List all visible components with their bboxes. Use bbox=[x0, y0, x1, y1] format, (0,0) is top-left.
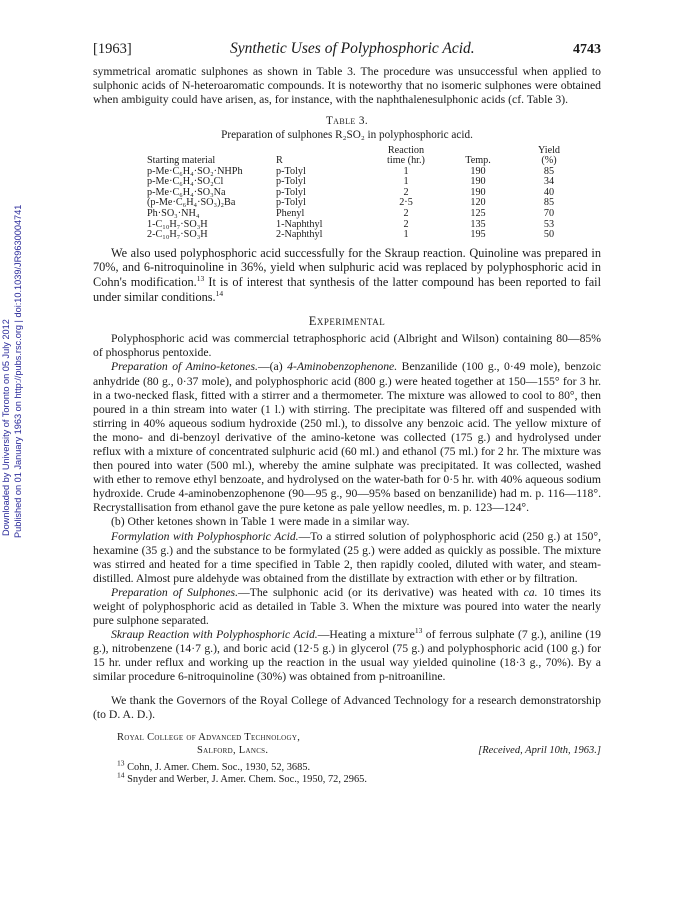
circa-abbrev: ca. bbox=[523, 585, 538, 599]
formylation-paragraph bbox=[93, 530, 601, 586]
cell-material: p-Me·C₆H₄·SO₃Na bbox=[147, 186, 226, 198]
cell-time: 2·5 bbox=[399, 197, 413, 209]
reference-item bbox=[117, 770, 601, 787]
header-page-number: 4743 bbox=[572, 42, 601, 57]
skraup-exp-paragraph bbox=[93, 628, 601, 684]
experimental-heading: Experimental bbox=[308, 314, 386, 329]
cell-time: 2 bbox=[403, 218, 409, 230]
cell-r: Phenyl bbox=[276, 208, 305, 220]
cell-r: p-Tolyl bbox=[276, 197, 306, 209]
acknowledgement: We thank the Governors of the Royal College of Advanced Technology for a research demonstratorship (to D. A. D.). bbox=[93, 693, 601, 721]
header-yield: Yield bbox=[537, 145, 561, 157]
sulphones-text-2: 10 times its weight of polyphosphoric acid as detailed in Table 3. When the mixture was poured into water the nearly pure sulphone separated. bbox=[93, 585, 601, 628]
received-date: [Received, April 10th, 1963.] bbox=[478, 744, 601, 756]
cell-yield: 50 bbox=[543, 229, 555, 241]
skraup-exp-text: —Heating a mixture bbox=[317, 628, 415, 642]
aminoketone-part-b: (b) Other ketones shown in Table 1 were made in a similar way. bbox=[111, 515, 410, 529]
affiliation-line-1: Royal College of Advanced Technology, bbox=[117, 731, 301, 743]
table-row bbox=[147, 198, 581, 209]
cell-temp: 190 bbox=[470, 186, 486, 198]
compound-name: 4-Aminobenzophenone. bbox=[287, 360, 398, 374]
header-time: time (hr.) bbox=[387, 155, 425, 167]
sulphones-text: —The sulphonic acid (or its derivative) was heated with bbox=[238, 585, 524, 599]
formylation-heading: Formylation with Polyphosphoric Acid. bbox=[111, 529, 299, 543]
sulphones-heading: Preparation of Sulphones. bbox=[111, 585, 239, 599]
ref-marker[interactable]: 14 bbox=[215, 288, 224, 298]
cell-yield: 85 bbox=[543, 165, 555, 177]
cell-material: 1-C₁₀H₇·SO₃H bbox=[147, 218, 208, 230]
cell-yield: 70 bbox=[543, 208, 555, 220]
ref-number: 13 bbox=[117, 758, 125, 768]
table-row bbox=[147, 230, 581, 241]
cell-temp: 125 bbox=[470, 208, 486, 220]
cell-temp: 190 bbox=[470, 165, 486, 177]
journal-page bbox=[93, 40, 601, 787]
cell-r: p-Tolyl bbox=[276, 186, 306, 198]
table-caption bbox=[93, 115, 601, 142]
aminoketone-heading: Preparation of Amino-ketones. bbox=[111, 360, 258, 374]
skraup-text: We also used polyphosphoric acid successfully for the Skraup reaction. Quinoline was prepared in 70%, and 6-nitroquinoline in 36%, yield when sulphuric acid was replaced by polyphosphoric acid in Cohn's modification. bbox=[93, 245, 601, 290]
ref-text: Snyder and Werber, J. Amer. Chem. Soc., 1950, 72, 2965. bbox=[127, 774, 367, 786]
cell-time: 2 bbox=[403, 186, 409, 198]
cell-r: 1-Naphthyl bbox=[276, 218, 323, 230]
cell-temp: 120 bbox=[470, 197, 486, 209]
published-notice[interactable]: Published on 01 January 1963 on http://pubs.rsc.org | doi:10.1039/JR9630004741 bbox=[13, 204, 23, 538]
cell-yield: 40 bbox=[543, 186, 555, 198]
cell-material: 2-C₁₀H₇·SO₃H bbox=[147, 229, 208, 241]
references bbox=[93, 758, 601, 787]
reference-item bbox=[117, 758, 601, 775]
part-a-label: —(a) bbox=[257, 360, 288, 374]
aminoketone-text: Benzanilide (100 g., 0·49 mole), benzoic anhydride (80 g., 0·37 mole), and polyphosphoric acid (800 g.) were heated together at 150—155° for 3 hr. in a two-necked flask, fitted with a stirrer and a thermometer. The mixture was allowed to cool to 80°, then poured in a thin stream into water (1 l.) with stirring. The precipitate was filtered off and suspended with stirring in 40% aqueous sodium hydroxide (250 ml.), to dissolve any benzoic acid. The yellow mixture of the mono- and di-benzoyl derivative of the amino-ketone was collected (175 g.) and hydrolysed under reflux with a mixture of concentrated sulphuric acid (60 ml.) and ethanol (75 ml.) for 2 hr. The mixture was then poured into water (500 ml.), whereby the amine sulphate was precipitated. It was collected, washed with ether to remove ethyl benzoate, and hydrolysed on the water-bath for 0·5 hr. with 40% aqueous sodium hydroxide. Crude 4-aminobenzophenone (90—95 g., 90—95% based on benzanilide) had m. p. 116—118°. Recrystallisation from ethanol gave the pure ketone as pale yellow needles, m. p. 123—124°. bbox=[93, 360, 601, 515]
header-year: [1963] bbox=[93, 41, 132, 57]
header-yield-unit: (%) bbox=[541, 155, 557, 167]
download-sidebar bbox=[0, 0, 26, 912]
skraup-paragraph bbox=[93, 246, 601, 304]
table-label: Table 3. bbox=[325, 115, 369, 128]
cell-yield: 85 bbox=[543, 197, 555, 209]
affiliation bbox=[93, 731, 601, 757]
running-header bbox=[93, 40, 601, 58]
ref-marker[interactable]: 13 bbox=[196, 273, 205, 283]
cell-material: p-Me·C₆H₄·SO₂Cl bbox=[147, 176, 224, 188]
cell-temp: 195 bbox=[470, 229, 486, 241]
intro-paragraph: symmetrical aromatic sulphones as shown in Table 3. The procedure was unsuccessful when applied to sulphonic acids of N-heteroaromatic compounds. It is noteworthy that no isomeric sulphones were obtained when ambiguity could have arisen, as, for instance, with the naphthalenesulphonic acids (cf. Table 3). bbox=[93, 65, 601, 107]
sulphones-table bbox=[147, 146, 581, 241]
header-r: R bbox=[276, 155, 283, 167]
aminoketone-paragraph bbox=[93, 360, 601, 515]
cell-time: 2 bbox=[403, 208, 409, 220]
skraup-text-2: It is of interest that synthesis of the latter compound has been reported to fail under similar conditions. bbox=[93, 275, 601, 304]
cell-r: p-Tolyl bbox=[276, 176, 306, 188]
ref-marker[interactable]: 13 bbox=[414, 626, 423, 636]
cell-time: 1 bbox=[403, 229, 409, 241]
ref-number: 14 bbox=[117, 770, 125, 780]
table-row bbox=[147, 220, 581, 231]
cell-yield: 34 bbox=[543, 176, 555, 188]
cell-temp: 135 bbox=[470, 218, 486, 230]
ref-text: Cohn, J. Amer. Chem. Soc., 1930, 52, 3685. bbox=[127, 761, 311, 773]
skraup-exp-heading: Skraup Reaction with Polyphosphoric Acid. bbox=[111, 628, 318, 642]
header-reaction: Reaction bbox=[387, 145, 425, 157]
skraup-exp-text-2: of ferrous sulphate (7 g.), aniline (19 g.), nitrobenzene (14·7 g.), and boric acid (12·5 g.) in glycerol (75 g.) and polyphosphoric acid (100 g.) for 15 hr. under reflux and working up the reaction in the usual way yielded quinoline (18·3 g., 70%). By a similar procedure 6-nitroquinoline (30%) was obtained from p-nitroaniline. bbox=[93, 628, 601, 684]
sulphones-paragraph bbox=[93, 586, 601, 628]
cell-material: p-Me·C₆H₄·SO₂·NHPh bbox=[147, 165, 243, 177]
cell-r: 2-Naphthyl bbox=[276, 229, 323, 241]
cell-r: p-Tolyl bbox=[276, 165, 306, 177]
header-title: Synthetic Uses of Polyphosphoric Acid. bbox=[230, 40, 475, 57]
cell-material: (p-Me·C₆H₄·SO₃)₂Ba bbox=[147, 197, 236, 209]
cell-material: Ph·SO₃·NH₄ bbox=[147, 208, 200, 220]
cell-temp: 190 bbox=[470, 176, 486, 188]
cell-time: 1 bbox=[403, 176, 409, 188]
header-temp: Temp. bbox=[465, 155, 491, 167]
affiliation-line-2: Salford, Lancs. bbox=[197, 744, 269, 756]
table-row bbox=[147, 209, 581, 220]
ppa-paragraph: Polyphosphoric acid was commercial tetraphosphoric acid (Albright and Wilson) containing 80—85% of phosphorus pentoxide. bbox=[93, 332, 601, 360]
table-title: Preparation of sulphones R₂SO₂ in polyphosphoric acid. bbox=[221, 128, 473, 141]
formylation-text: —To a stirred solution of polyphosphoric acid (250 g.) at 150°, hexamine (35 g.) and the substance to be formylated (25 g.) were added as quickly as possible. The mixture was stirred and heated for a time specified in Table 2, then rapidly cooled, diluted with water, and steam-distilled. Almost pure aldehyde was obtained from the distillate by extraction with ether or by filtration. bbox=[93, 529, 601, 585]
cell-yield: 53 bbox=[543, 218, 555, 230]
header-starting-material: Starting material bbox=[147, 155, 216, 167]
download-notice: Downloaded by University of Toronto on 05 July 2012 bbox=[1, 319, 11, 536]
cell-time: 1 bbox=[403, 165, 409, 177]
